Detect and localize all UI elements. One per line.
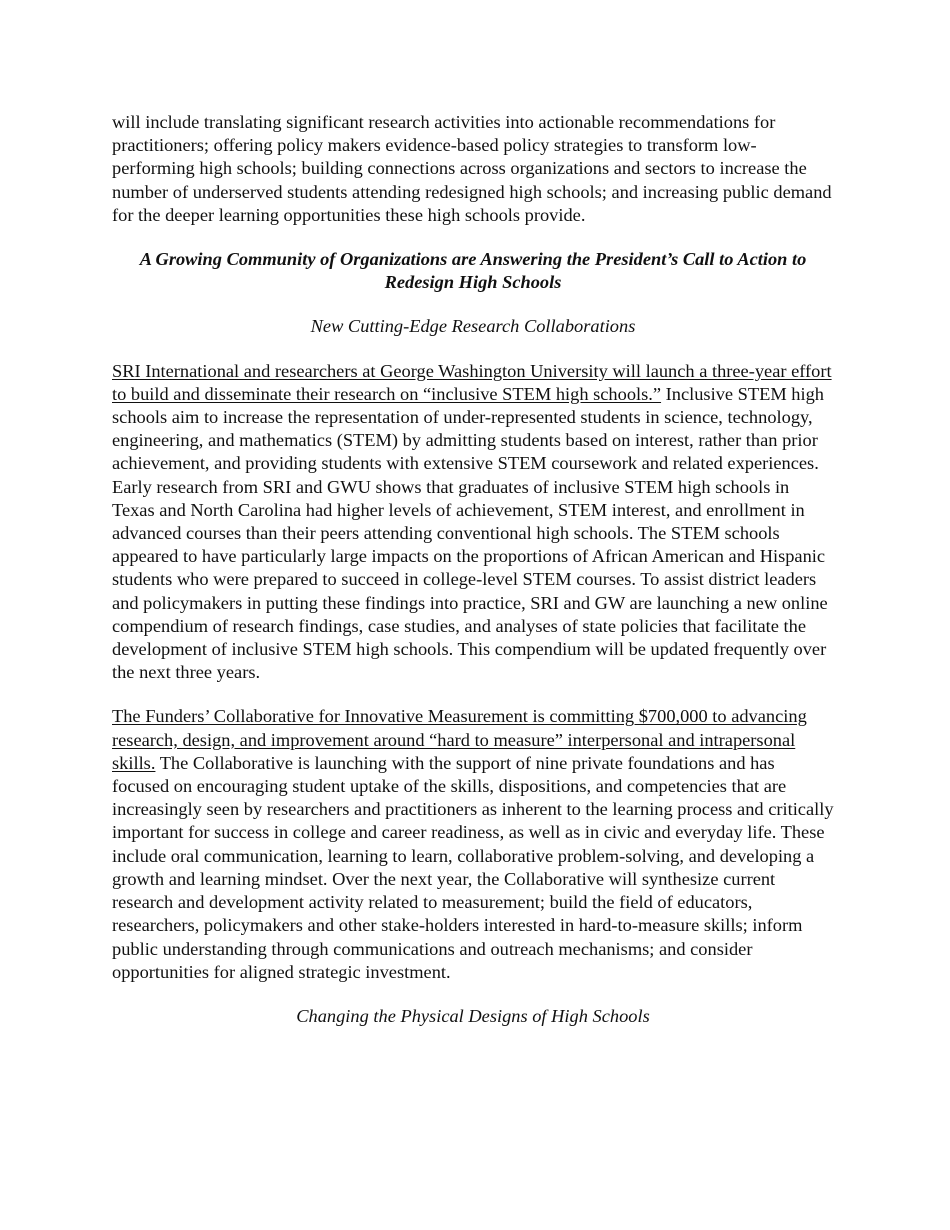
funders-paragraph-lead: The Funders’ Collaborative for Innovative Measurement is committing $700,000 to advancing research, design, and improvement around “hard to measure” interpersonal and intrapersonal skills. xyxy=(112,706,807,773)
section-heading: A Growing Community of Organizations are Answering the President’s Call to Action to Redesign High Schools xyxy=(139,249,807,293)
subheading-physical-designs: Changing the Physical Designs of High Schools xyxy=(296,1005,650,1026)
intro-paragraph: will include translating significant research activities into actionable recommendations for practitioners; offering policy makers evidence-based policy strategies to transform low-performing high schools; building connections across organizations and sectors to increase the number of underserved students attending redesigned high schools; and increasing public demand for the deeper learning opportunities these high schools provide. xyxy=(112,112,832,225)
sri-paragraph-lead: SRI International and researchers at George Washington University will launch a three-year effort to build and disseminate their research on “inclusive STEM high schools.” xyxy=(112,360,832,404)
subheading-research-collaborations: New Cutting-Edge Research Collaborations xyxy=(310,316,636,337)
document-page xyxy=(112,111,834,1049)
funders-paragraph xyxy=(112,705,834,983)
sri-paragraph-body: Inclusive STEM high schools aim to increase the representation of under-represented students in science, technology, engineering, and mathematics (STEM) by admitting students based on interest, rather than prior achievement, and providing students with extensive STEM coursework and related experiences. Early research from SRI and GWU shows that graduates of inclusive STEM high schools in Texas and North Carolina had higher levels of achievement, STEM interest, and enrollment in advanced courses than their peers attending conventional high schools. The STEM schools appeared to have particularly large impacts on the proportions of African American and Hispanic students who were prepared to succeed in college-level STEM courses. To assist district leaders and policymakers in putting these findings into practice, SRI and GW are launching a new online compendium of research findings, case studies, and analyses of state policies that facilitate the development of inclusive STEM high schools. This compendium will be updated frequently over the next three years. xyxy=(112,383,828,683)
sri-paragraph xyxy=(112,360,834,685)
funders-paragraph-body: The Collaborative is launching with the support of nine private foundations and has focused on encouraging student uptake of the skills, dispositions, and competencies that are increasingly seen by researchers and practitioners as inherent to the learning process and critically important for success in college and career readiness, as well as in civic and everyday life. These include oral communication, learning to learn, collaborative problem-solving, and developing a growth and learning mindset. Over the next year, the Collaborative will synthesize current research and development activity related to measurement; build the field of educators, researchers, policymakers and other stake-holders interested in hard-to-measure skills; inform public understanding through communications and outreach mechanisms; and consider opportunities for aligned strategic investment. xyxy=(112,752,834,982)
